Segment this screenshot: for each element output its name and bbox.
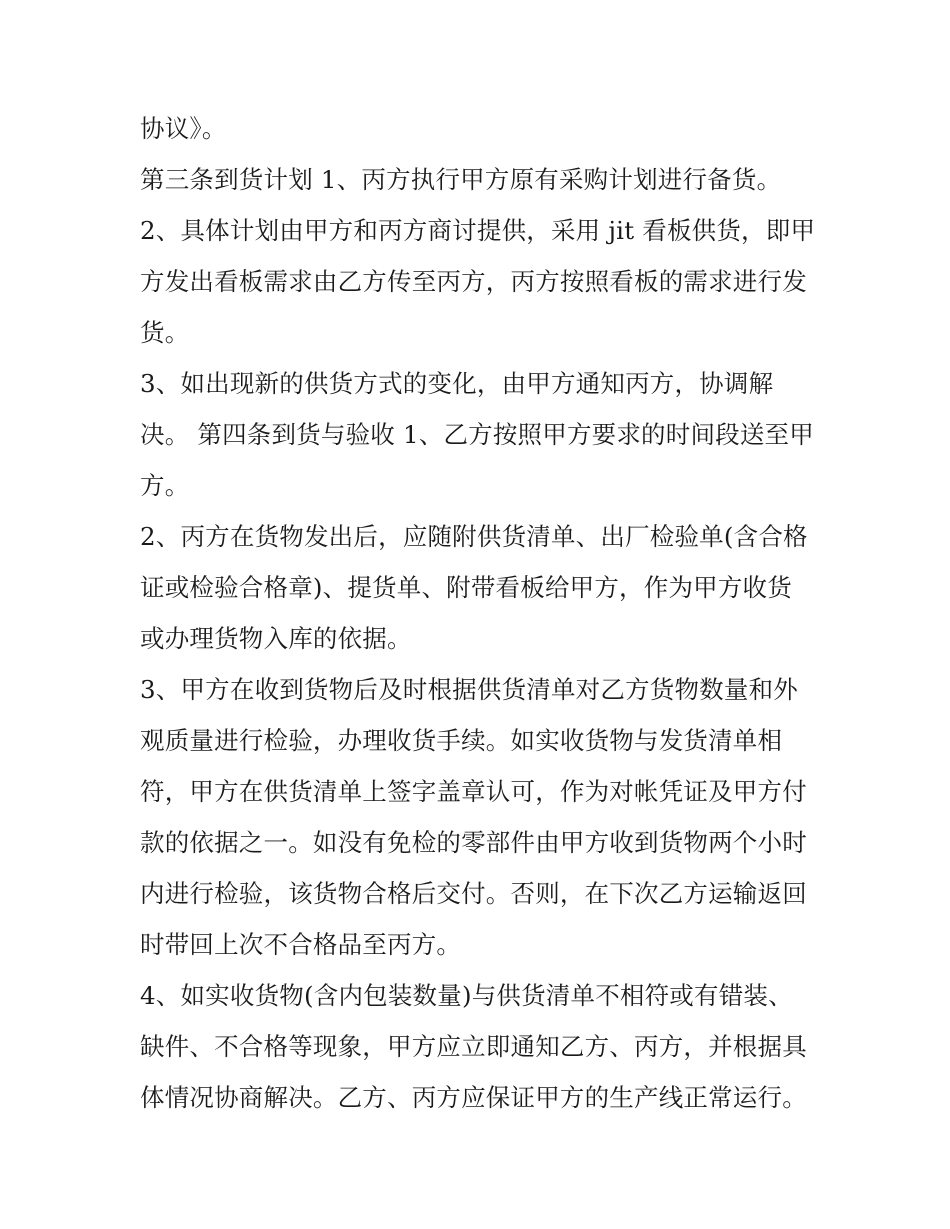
text-line: 2、丙方在货物发出后，应随附供货清单、出厂检验单(含合格	[140, 522, 808, 551]
text-line: 3、甲方在收到货物后及时根据供货清单对乙方货物数量和外	[140, 675, 798, 704]
text-line: 方。	[140, 471, 190, 500]
document-body	[140, 103, 820, 1123]
text-line: 或办理货物入库的依据。	[140, 624, 412, 653]
text-line: 第三条到货计划 1、丙方执行甲方原有采购计划进行备货。	[140, 165, 782, 194]
text-line: 协议》。	[140, 114, 227, 143]
text-line: 方发出看板需求由乙方传至丙方，丙方按照看板的需求进行发	[140, 267, 807, 296]
text-line: 体情况协商解决。乙方、丙方应保证甲方的生产线正常运行。	[140, 1083, 807, 1112]
text-line: 缺件、不合格等现象，甲方应立即通知乙方、丙方，并根据具	[140, 1032, 807, 1061]
text-line: 3、如出现新的供货方式的变化，由甲方通知丙方，协调解	[140, 369, 774, 398]
text-line: 货。	[140, 318, 190, 347]
text-line: 款的依据之一。如没有免检的零部件由甲方收到货物两个小时	[140, 828, 807, 857]
text-line: 观质量进行检验，办理收货手续。如实收货物与发货清单相	[140, 726, 783, 755]
text-line: 2、具体计划由甲方和丙方商讨提供，采用 jit 看板供货，即甲	[140, 216, 816, 245]
text-line: 符，甲方在供货清单上签字盖章认可，作为对帐凭证及甲方付	[140, 777, 807, 806]
text-line: 证或检验合格章)、提货单、附带看板给甲方，作为甲方收货	[140, 573, 792, 602]
text-line: 4、如实收货物(含内包装数量)与供货清单不相符或有错装、	[140, 981, 793, 1010]
text-line: 内进行检验，该货物合格后交付。否则，在下次乙方运输返回	[140, 879, 807, 908]
text-line: 时带回上次不合格品至丙方。	[140, 930, 462, 959]
text-line: 决。 第四条到货与验收 1、乙方按照甲方要求的时间段送至甲	[140, 420, 814, 449]
